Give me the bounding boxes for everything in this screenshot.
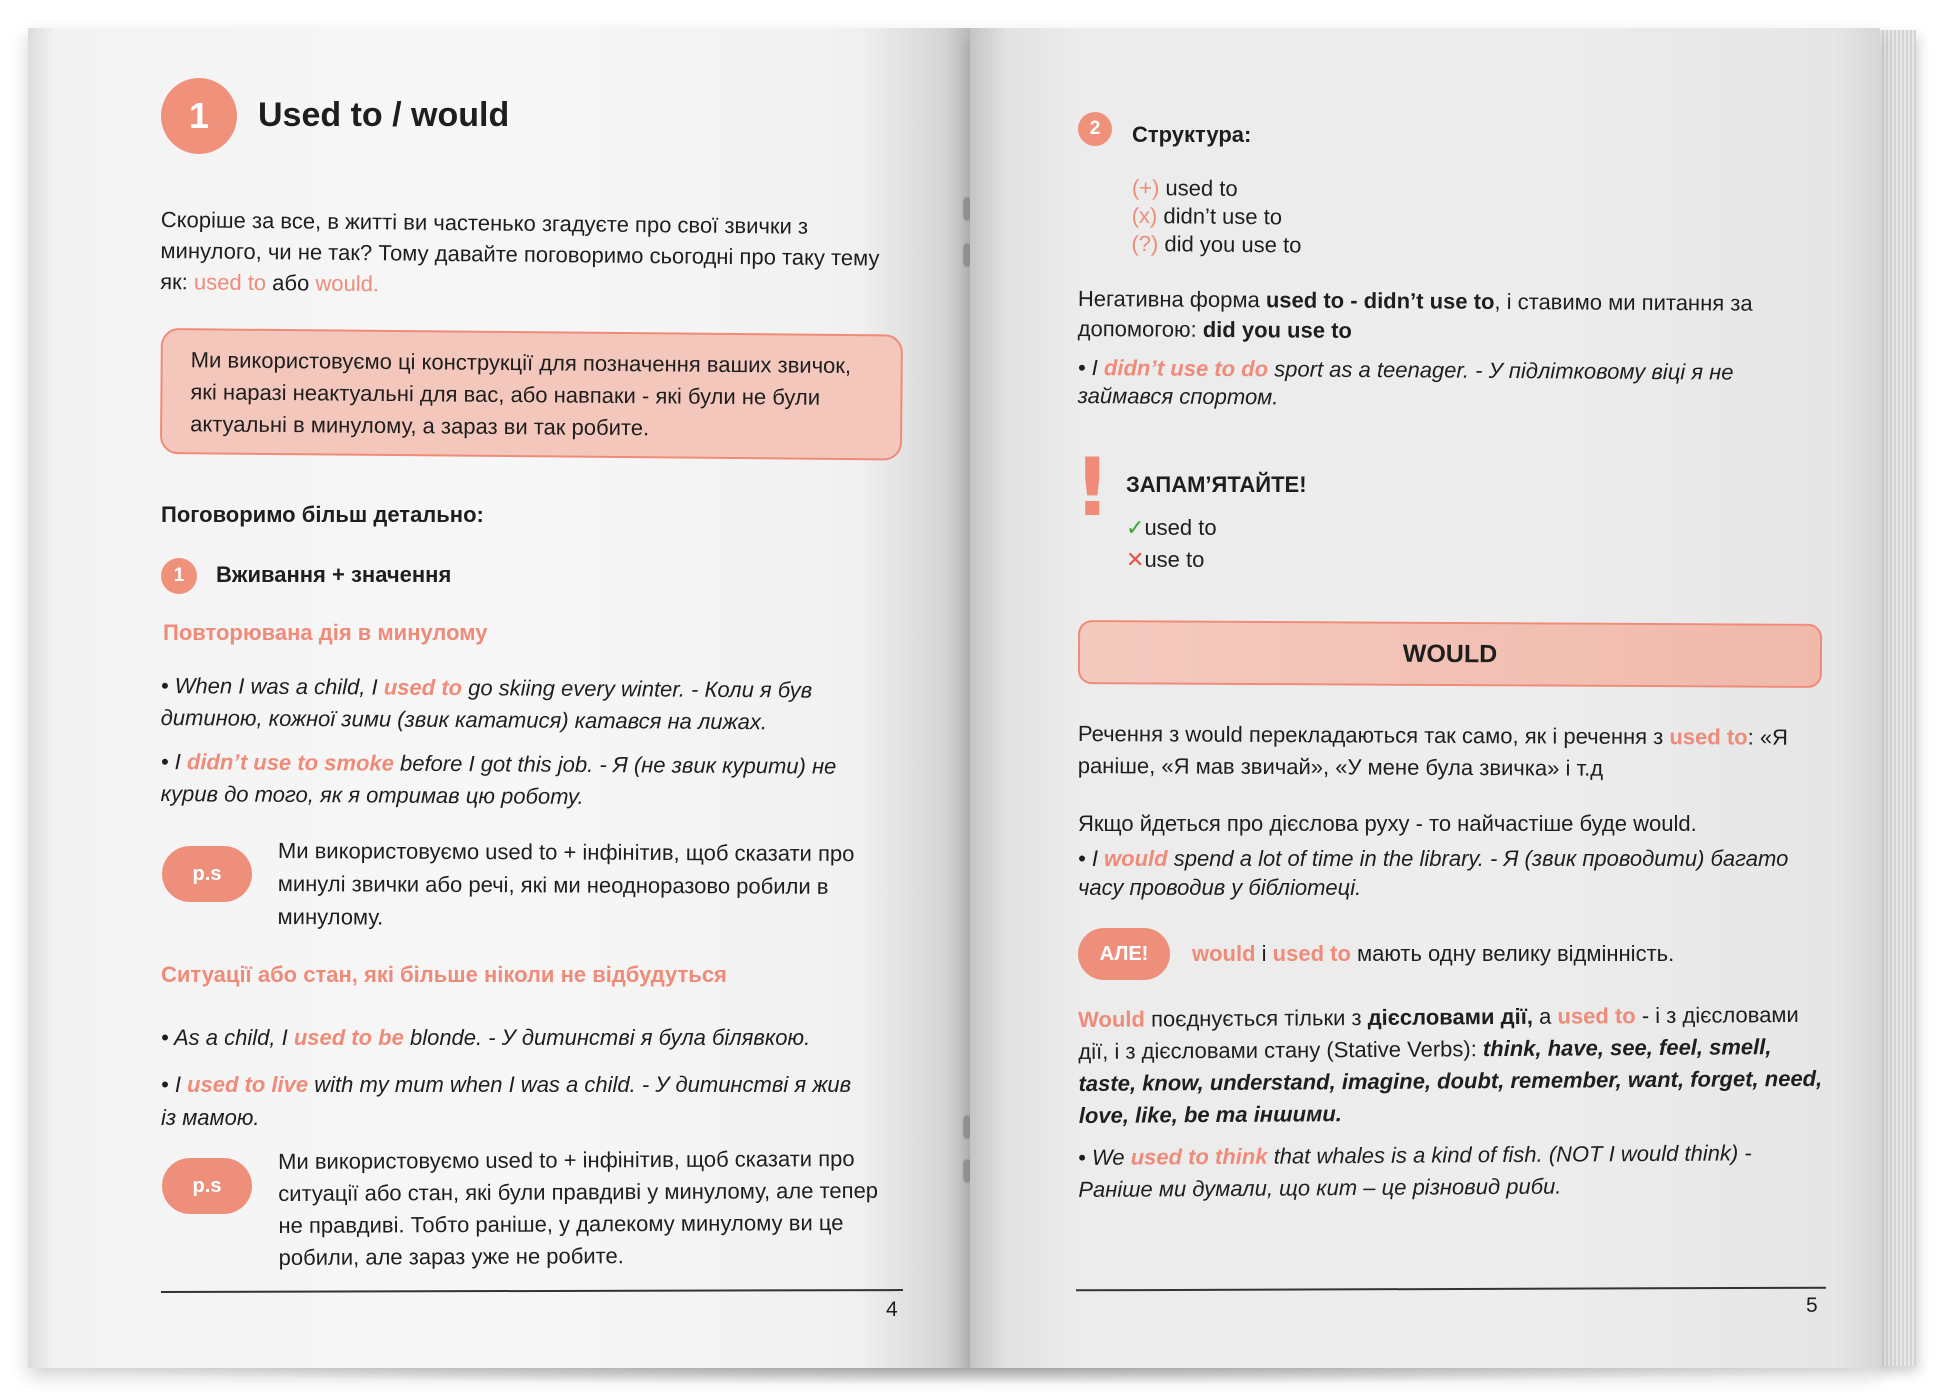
section-number-badge bbox=[161, 78, 237, 154]
example-1: • When I was a child, I used to go skiing every winter. - Коли я був дитиною, кожної зими (звик кататися) катався на лижах. bbox=[160, 672, 813, 735]
difference-paragraph: Would поєднується тільки з дієсловами дії, а used to - і з дієсловами дії, і з дієсловами стану (Stative Verbs): think, have, see, feel, smell, taste, know, understand, imagine, doubt, remember, want, forget, need, love, like, be та іншими. bbox=[1078, 1001, 1823, 1128]
example-4: • I used to live with my mum when I was a child. - У дитинстві я жив із мамою. bbox=[161, 1072, 852, 1130]
example-5: • I didn’t use to do sport as a teenager. - У підлітковому віці я не займався спортом. bbox=[1077, 354, 1734, 410]
ps-text-1: Ми використовуємо used to + інфінітив, щоб сказати про минулі звички або речі, які ми неодноразово робили в минулому. bbox=[277, 837, 855, 930]
page-number: 4 bbox=[886, 1298, 898, 1321]
checkmark-icon: ✓ bbox=[1126, 515, 1145, 540]
intro-used-to: used to bbox=[193, 269, 267, 296]
but-text: would і used to мають одну велику відмінність. bbox=[1192, 941, 1675, 966]
sub-number-badge: 1 bbox=[161, 558, 197, 594]
ps-badge-1: p.s bbox=[162, 846, 252, 902]
structure-heading: Структура: bbox=[1132, 122, 1252, 147]
cross-icon: ✕ bbox=[1126, 547, 1145, 572]
remember-wrong: ✕use to bbox=[1126, 547, 1205, 572]
heading-repeated-action: Повторювана дія в минулому bbox=[163, 620, 488, 645]
remember-correct: ✓used to bbox=[1126, 515, 1217, 540]
example-6: • I would spend a lot of time in the library. - Я (звик проводити) багато часу проводив у бібліотеці. bbox=[1078, 846, 1789, 900]
page-number: 5 bbox=[1806, 1294, 1818, 1317]
footer-rule bbox=[161, 1289, 903, 1293]
but-badge: АЛЕ! bbox=[1078, 928, 1170, 980]
intro-paragraph: Скоріше за все, в житті ви частенько згадуєте про свої звички з минулого, чи не так? Тому давайте поговоримо сьогодні про таку тему як: used to або would. bbox=[160, 206, 880, 297]
detail-heading: Поговоримо більш детально: bbox=[161, 502, 484, 527]
section-number: 1 bbox=[188, 95, 210, 136]
exclamation-icon: ! bbox=[1074, 441, 1111, 534]
left-page bbox=[28, 28, 970, 1368]
ps-text-2: Ми використовуємо used to + інфінітив, щоб сказати про ситуації або стан, які були правдиві у минулому, але тепер не правдиві. Тобто раніше, у далекому минулому ви це робили, але зараз уже не робите. bbox=[278, 1145, 879, 1270]
callout-text: Ми використовуємо ці конструкції для позначення ваших звичок, які наразі неактуальні для вас, або навпаки - які були не були актуальні в минулому, а зараз ви так робите. bbox=[190, 347, 852, 441]
structure-list bbox=[1131, 174, 1302, 259]
page-title: Used to / would bbox=[258, 96, 510, 134]
intro-would: would bbox=[315, 270, 374, 297]
would-banner-title: WOULD bbox=[1402, 639, 1498, 668]
structure-item: (+) used to bbox=[1131, 174, 1238, 201]
section-number-badge: 2 bbox=[1078, 112, 1112, 146]
would-banner bbox=[1078, 620, 1822, 688]
example-3: • As a child, I used to be blonde. - У дитинстві я була білявкою. bbox=[161, 1025, 811, 1050]
would-paragraph: Речення з would перекладаються так само, як і речення з used to: «Я раніше, «Я мав звичай», «У мене була звичка» і т.д bbox=[1077, 720, 1789, 781]
footer-rule bbox=[1076, 1287, 1826, 1292]
structure-item: (?) did you use to bbox=[1131, 230, 1302, 258]
example-7: • We used to think that whales is a kind of fish. (NOT I would think) - Раніше ми думали, що кит – це різновид риби. bbox=[1078, 1140, 1752, 1202]
page-edges bbox=[1876, 30, 1916, 1366]
heading-states: Ситуації або стан, які більше ніколи не відбудуться bbox=[161, 962, 727, 987]
structure-item: (x) didn’t use to bbox=[1131, 202, 1283, 230]
example-2: • I didn’t use to smoke before I got this job. - Я (не звик курити) не курив до того, як я отримав цю роботу. bbox=[160, 748, 837, 809]
right-page bbox=[970, 28, 1880, 1368]
motion-verbs-text: Якщо йдеться про дієслова руху - то найчастіше буде would. bbox=[1078, 811, 1697, 836]
callout-box bbox=[160, 328, 903, 460]
ps-badge-2: p.s bbox=[162, 1158, 252, 1214]
remember-heading: ЗАПАМ’ЯТАЙТЕ! bbox=[1126, 472, 1307, 497]
negative-form-paragraph: Негативна форма used to - didn’t use to, і ставимо ми питання за допомогою: did you use to bbox=[1077, 285, 1753, 343]
sub-heading: Вживання + значення bbox=[216, 562, 452, 587]
